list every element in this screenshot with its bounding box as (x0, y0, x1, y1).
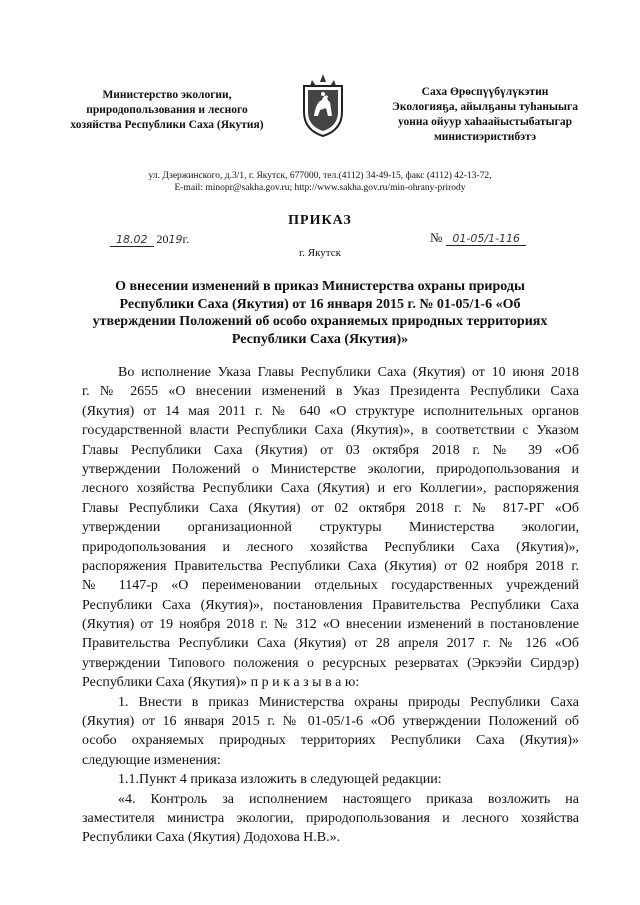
header-ministry-name-ru (52, 88, 282, 133)
header-right-line: уонна ойуур хаһаайыстыбатыгар (397, 116, 573, 128)
coat-of-arms-icon (298, 72, 348, 138)
body-line: 1. Внести в приказ Министерства охраны природы Республики Саха (118, 694, 579, 710)
body-line: государственной власти Республики Саха (Якутия)», в соответствии с Указом (82, 423, 579, 439)
body-line: утверждении Положений о Министерстве экологии, природопользования и (82, 461, 579, 477)
body-line: утверждении Типового положения о ресурсных резерватах (Эркээйи Сирдэр) (82, 655, 579, 671)
year-suffix: г. (182, 232, 190, 246)
body-line: Во исполнение Указа Главы Республики Саха (Якутия) от 10 июня 2018 (118, 365, 579, 380)
contact-address: ул. Дзержинского, д.3/1, г. Якутск, 677000, тел.(4112) 34-49-15, факс (4112) 42-13-72, (148, 171, 492, 181)
header-left-line: Министерство экологии, (102, 89, 232, 101)
body-line: лесного хозяйства Республики Саха (Якутия) и его Коллегии», распоряжения (82, 481, 579, 497)
body-line: заместителя министра экологии, природопользования и лесного хозяйства (82, 810, 579, 826)
body-line: (Якутия) от 19 ноября 2018 г. № 312 «О внесении изменений в постановление (82, 617, 579, 633)
date-handwritten: 18.02 (110, 233, 154, 247)
body-line: природопользования и лесного хозяйства Республики Саха (Якутия)», (82, 539, 579, 555)
header-right-line: министиэристибэтэ (433, 131, 537, 143)
header-left-line: природопользования и лесного (86, 104, 248, 116)
number-handwritten: 01-05/1-116 (446, 232, 526, 246)
body-line: (Якутия) от 16 января 2015 г. № 01-05/1-6 «Об утверждении Положений об (82, 714, 579, 730)
order-number (430, 230, 526, 246)
document-heading: ПРИКАЗ (288, 213, 352, 228)
body-line: (Якутия) от 14 мая 2011 г. № 640 «О структуре исполнительных органов (82, 403, 579, 419)
title-line: утверждении Положений об особо охраняемых природных территориях (92, 314, 548, 329)
body-line: распоряжения Правительства Республики Саха (Якутия) от 02 ноября 2018 г. (82, 558, 579, 574)
document-title (70, 278, 570, 348)
body-line: Правительства Республики Саха (Якутия) от 28 апреля 2017 г. № 126 «Об (82, 636, 579, 652)
contact-block (60, 170, 580, 194)
body-line: г. № 2655 «О внесении изменений в Указ Президента Республики Саха (82, 384, 579, 400)
header-right-line: Саха Өрөспүүбүлүкэтин (421, 86, 549, 98)
title-line: Республики Саха (Якутия) от 16 января 2015 г. № 01-05/1-6 «Об (119, 296, 521, 312)
year-prefix: 20 (156, 232, 169, 246)
year-handwritten: 19 (168, 233, 183, 246)
number-label: № (430, 230, 443, 245)
header-ministry-name-sakha (370, 85, 600, 145)
body-line: Республики Саха (Якутия)», постановления Правительства Республики Саха (82, 597, 579, 613)
body-line: № 1147-р «О переименовании отдельных государственных учреждений (82, 578, 579, 594)
document-body (82, 363, 579, 848)
city: г. Якутск (299, 247, 341, 259)
title-line: Республики Саха (Якутия)» (231, 331, 409, 347)
body-line: особо охраняемых природных территориях Республики Саха (Якутия)» (82, 733, 579, 749)
body-line: Республики Саха (Якутия) Додохова Н.В.». (82, 830, 341, 846)
body-line: 1.1.Пункт 4 приказа изложить в следующей редакции: (118, 772, 442, 788)
body-line: Главы Республики Саха (Якутия) от 03 октября 2018 г. № 39 «Об (82, 442, 579, 458)
body-line: Республики Саха (Якутия)» п р и к а з ы в а ю: (82, 675, 360, 691)
header-left-line: хозяйства Республики Саха (Якутия) (70, 119, 264, 131)
body-line: Главы Республики Саха (Якутия) от 02 октября 2018 г. № 817-РГ «Об (82, 500, 579, 516)
contact-email: E-mail: minopr@sakha.gov.ru; http://www.sakha.gov.ru/min-ohrany-prirody (174, 183, 466, 193)
body-line: «4. Контроль за исполнением настоящего приказа возложить на (118, 791, 579, 807)
title-line: О внесении изменений в приказ Министерства охраны природы (115, 279, 525, 294)
order-date (110, 232, 189, 247)
body-line: следующие изменения: (82, 752, 221, 768)
body-line: утверждении организационной структуры Министерства экологии, (82, 520, 579, 536)
header-right-line: Экологияҕа, айылҕаны туһаныыга (392, 101, 578, 113)
